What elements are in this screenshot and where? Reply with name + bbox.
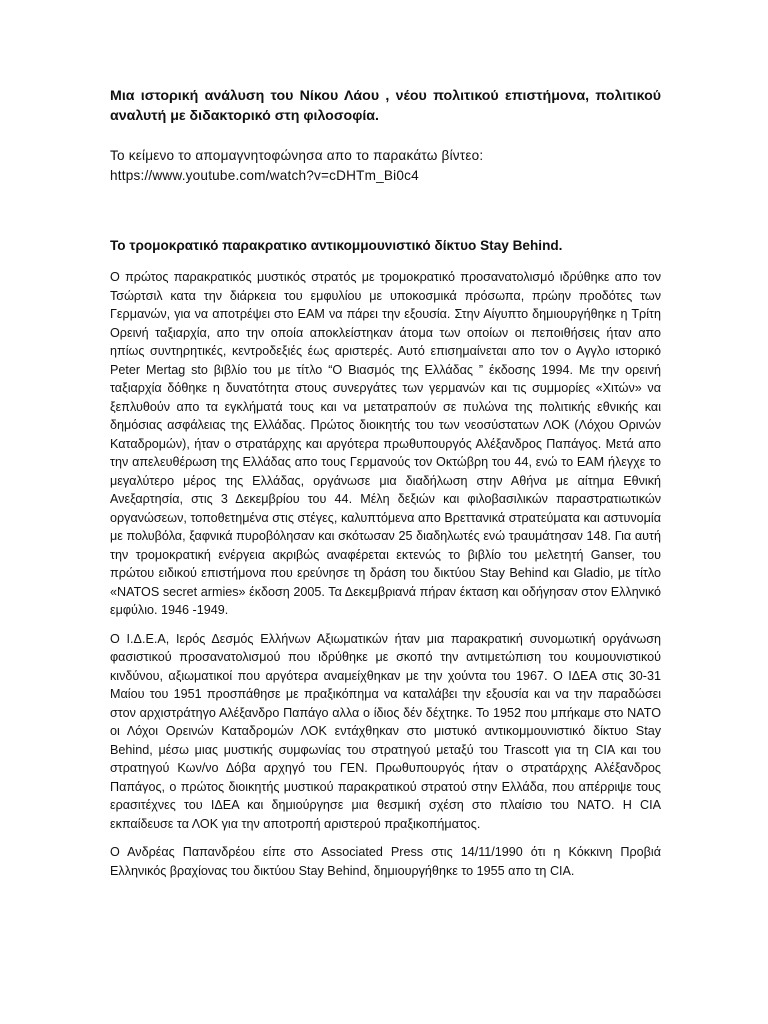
document-page — [110, 86, 661, 890]
body-paragraph-1: Ο πρώτος παρακρατικός μυστικός στρατός με τρομοκρατικό προσανατολισμό ιδρύθηκε απο τον Τσώρτσιλ κατα την διάρκεια του εμφυλίου με υποκοσμικά πρόσωπα, πρώην προδότες των Γερμανών, για να αποτρέψει στο ΕΑΜ να πάρει την εξουσία. Στην Αίγυπτο δημιουργήθηκε η Τρίτη Ορεινή ταξιαρχία, απο την οποία αποκλείστηκαν άτομα των οποίων οι πεποιθήσεις ήταν απο ηπίως συντηρητικές, κεντροδεξιές έως αριστερές. Αυτό επισημαίνεται απο τον ο Αγγλο ιστορικό Peter Mertag sto βιβλίο του με τίτλο “Ο Βιασμός της Ελλάδας ” έκδοσης 1994. Με την ορεινή ταξιαρχία δόθηκε η δυνατότητα στους συνεργάτες των γερμανών και τις συμμορίες «Χιτών» να ξεπλυθούν απο τα εγκλήματά τους και να μετατραπούν σε πυλώνα της πολιτικής εθνικής και δημόσιας ασφάλειας της Ελλάδας. Πρώτος διοικητής του των νεοσύστατων ΛΟΚ (Λόχου Ορινών Καταδρομών), ήταν ο στρατάρχης και αργότερα πρωθυπουργός Αλέξανδρος Παπάγος. Μετά απο την απελευθέρωση της Ελλάδας απο τους Γερμανούς τον Οκτώβρη του 44, ενώ το ΕΑΜ ήλεγχε το μεγαλύτερο μέρος της Ελλάδας, οργάνωσε μια διαδήλωση στην Αθήνα με αίτημα Εθνική Ανεξαρτησία, στις 3 Δεκεμβρίου του 44. Μέλη δεξιών και φιλοβασιλικών παραστρατιωτικών οργανώσεων, τοποθετημένα στις στέγες, καλυπτόμενα απο Βρεττανικά στρατεύματα και αστυνομία με πολυβόλα, ξαφνικά πυροβόλησαν και σκότωσαν 25 διαδηλωτές ενώ τραυμάτησαν 148. Για αυτή την τρομοκρατική ενέργεια ακριβώς αναφέρεται εκτενώς το βιβλίο του μελετητή Ganser, του πρώτου ειδικού επιστήμονα που ερεύνησε τη δράση του δικτύου Stay Behind και Gladio, με τίτλο «NATOS secret armies» έκδοση 2005. Τα Δεκεμβριανά πήραν έκταση και οδήγησαν στον Ελληνικό εμφύλιο. 1946 -1949. — [110, 270, 661, 617]
source-video-link[interactable]: https://www.youtube.com/watch?v=cDHTm_Bi0c4 — [110, 168, 419, 183]
section-title: Το τρομοκρατικό παρακρατικο αντικομμουνιστικό δίκτυο Stay Behind. — [110, 238, 563, 253]
document-heading: Μια ιστορική ανάλυση του Νίκου Λάου , νέου πολιτικού επιστήμονα, πολιτικού αναλυτή με διδακτορικό στη φιλοσοφία. — [110, 88, 661, 124]
body-paragraph-2: Ο Ι.Δ.Ε.Α, Ιερός Δεσμός Ελλήνων Αξιωματικών ήταν μια παρακρατική συνομωτική οργάνωση φασιστικού προσανατολισμού που ιδρύθηκε με σκοπό την αντιμετώπιση του κουμουνιστικού κινδύνου, αξιωματικοί που αργότερα αναμείχθηκαν με την χούντα του 1967. Ο ΙΔΕΑ στις 30-31 Μαίου του 1951 προσπάθησε με πραξικόπημα να καταλάβει την εξουσία και να την παραδώσει στον αρχιστράτηγο Αλέξανδρο Παπάγο αλλα ο ίδιος δέν δέχτηκε. Το 1952 που μπήκαμε στο ΝΑΤΟ οι Λόχοι Ορεινών Καταδρομών ΛΟΚ εντάχθηκαν στο μιστυκό αντικομμουνιστικό δίκτυο Stay Behind, μέσω μιας μυστικής συμφωνίας του στρατηγού μεταξύ του Trascott για τη CIA και του στρατηγού Κων/νο Δόβα αρχηγό του ΓΕΝ. Πρωθυπουργός ήταν ο στρατάρχης Αλέξανδρος Παπάγος, ο πρώτος διοικητής μυστικού παρακρατικού στρατού στην Ελλάδα, που απέρριψε τους ερασιτέχνες του ΙΔΕΑ και δημιούργησε μια θεσμική σχέση στο πλαίσιο του ΝΑΤΟ. Η CIA εκπαίδευσε τα ΛΟΚ για την αποτροπή αριστερού πραξικοπήματος. — [110, 631, 661, 831]
source-note-text: Το κείμενο το απομαγνητοφώνησα απο το παρακάτω βίντεο: — [110, 148, 484, 163]
body-paragraph-3: Ο Ανδρέας Παπανδρέου είπε στο Associated Press στις 14/11/1990 ότι η Κόκκινη Προβιά Ελληνικός βραχίονας του δικτύου Stay Behind, δημιουργήθηκε το 1955 απο τη CIA. — [110, 845, 661, 878]
source-note — [110, 146, 661, 186]
